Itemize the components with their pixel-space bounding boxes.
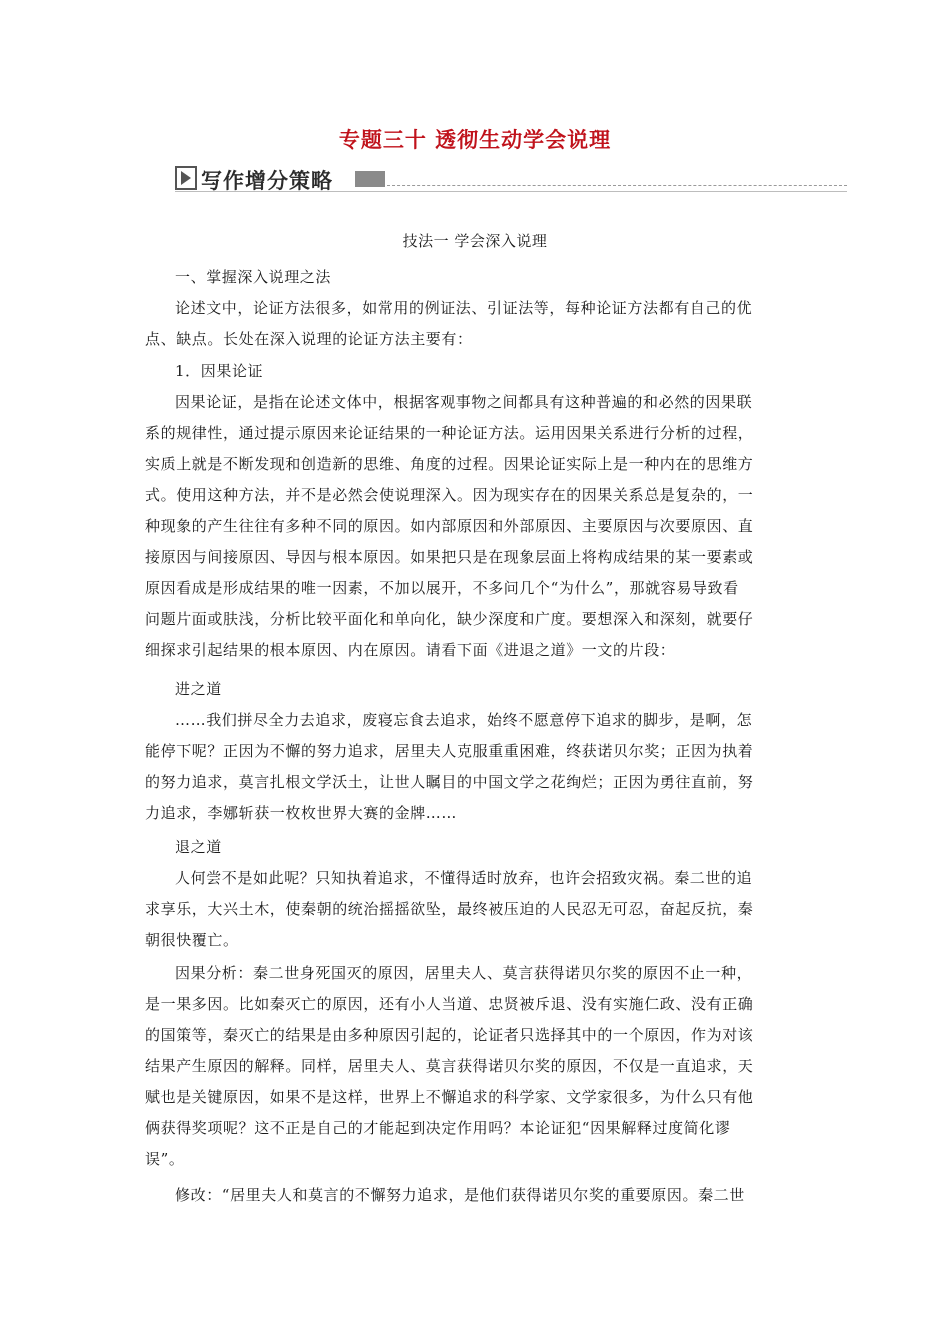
text-line: 求享乐，大兴土木，使秦朝的统治摇摇欲坠，最终被压迫的人民忍无可忍，奋起反抗，秦 xyxy=(145,900,754,918)
text-line: 系的规律性，通过提示原因来论证结果的一种论证方法。运用因果关系进行分析的过程， xyxy=(145,424,754,442)
text-line: 因果论证，是指在论述文体中，根据客观事物之间都具有这种普遍的和必然的因果联 xyxy=(175,393,753,411)
heading-1: 一、掌握深入说理之法 xyxy=(175,268,332,286)
paragraph-cause-effect xyxy=(145,387,805,666)
text-line: 因果分析：秦二世身死国灭的原因，居里夫人、莫言获得诺贝尔奖的原因不止一种， xyxy=(175,964,753,982)
play-arrow-icon xyxy=(175,166,197,190)
text-line: 接原因与间接原因、导因与根本原因。如果把只是在现象层面上将构成结果的某一要素或 xyxy=(145,548,754,566)
intro-paragraph xyxy=(145,293,805,355)
text-line: 是一果多因。比如秦灭亡的原因，还有小人当道、忠贤被斥退、没有实施仁政、没有正确 xyxy=(145,995,754,1013)
text-line: 的国策等，秦灭亡的结果是由多种原因引起的，论证者只选择其中的一个原因，作为对该 xyxy=(145,1026,754,1044)
text-line: 误”。 xyxy=(145,1150,185,1168)
text-line: 俩获得奖项呢？这不正是自己的才能起到决定作用吗？本论证犯“因果解释过度简化谬 xyxy=(145,1119,731,1137)
text-line: 力追求，李娜斩获一枚枚世界大赛的金牌…… xyxy=(145,804,458,822)
divider xyxy=(175,191,847,192)
heading-4: 退之道 xyxy=(175,838,222,856)
text-line: 点、缺点。长处在深入说理的论证方法主要有： xyxy=(145,330,473,348)
text-line: 朝很快覆亡。 xyxy=(145,931,239,949)
text-line: 问题片面或肤浅，分析比较平面化和单向化，缺少深度和广度。要想深入和深刻，就要仔 xyxy=(145,610,754,628)
paragraph-analysis xyxy=(145,958,805,1175)
text-line: 赋也是关键原因，如果不是这样，世界上不懈追求的科学家、文学家很多，为什么只有他 xyxy=(145,1088,754,1106)
text-line: 人何尝不是如此呢？只知执着追求，不懂得适时放弃，也许会招致灾祸。秦二世的追 xyxy=(175,869,753,887)
heading-3: 进之道 xyxy=(175,680,222,698)
paragraph-revision xyxy=(145,1180,805,1211)
text-line: 论述文中，论证方法很多，如常用的例证法、引证法等，每种论证方法都有自己的优 xyxy=(175,299,753,317)
text-line: 能停下呢？正因为不懈的努力追求，居里夫人克服重重困难，终获诺贝尔奖；正因为执着 xyxy=(145,742,754,760)
text-line: ……我们拼尽全力去追求，废寝忘食去追求，始终不愿意停下追求的脚步，是啊，怎 xyxy=(175,711,753,729)
text-line: 式。使用这种方法，并不是必然会使说理深入。因为现实存在的因果关系总是复杂的，一 xyxy=(145,486,754,504)
section-subtitle: 技法一 学会深入说理 xyxy=(402,232,548,250)
banner-decoration xyxy=(355,171,385,187)
text-line: 种现象的产生往往有多种不同的原因。如内部原因和外部原因、主要原因与次要原因、直 xyxy=(145,517,754,535)
paragraph-retreat xyxy=(145,863,805,956)
banner-label: 写作增分策略 xyxy=(201,169,333,193)
paragraph-advance xyxy=(145,705,805,829)
page-title: 专题三十 透彻生动学会说理 xyxy=(338,128,612,152)
text-line: 修改：“居里夫人和莫言的不懈努力追求，是他们获得诺贝尔奖的重要原因。秦二世 xyxy=(175,1186,745,1204)
section-banner xyxy=(175,163,850,193)
text-line: 结果产生原因的解释。同样，居里夫人、莫言获得诺贝尔奖的原因，不仅是一直追求，天 xyxy=(145,1057,754,1075)
text-line: 的努力追求，莫言扎根文学沃土，让世人瞩目的中国文学之花绚烂；正因为勇往直前，努 xyxy=(145,773,754,791)
divider xyxy=(387,185,847,186)
text-line: 原因看成是形成结果的唯一因素，不加以展开，不多问几个“为什么”，那就容易导致看 xyxy=(145,579,739,597)
text-line: 细探求引起结果的根本原因、内在原因。请看下面《进退之道》一文的片段： xyxy=(145,641,676,659)
heading-2: 1．因果论证 xyxy=(175,362,264,380)
text-line: 实质上就是不断发现和创造新的思维、角度的过程。因果论证实际上是一种内在的思维方 xyxy=(145,455,754,473)
